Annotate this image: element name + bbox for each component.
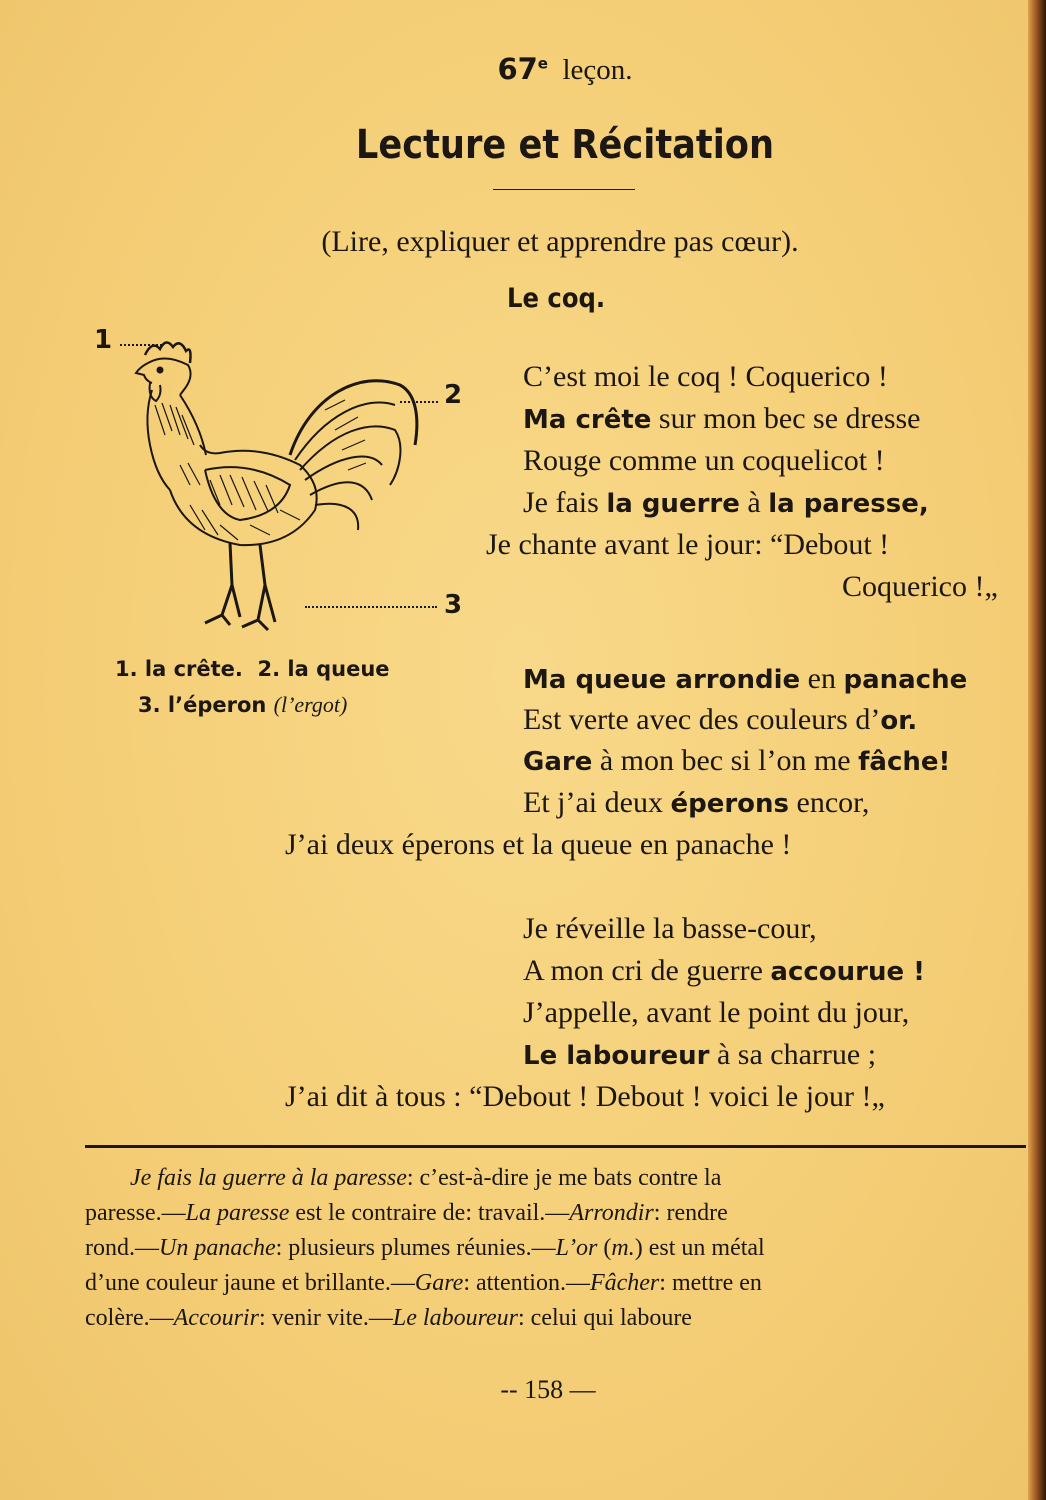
note-line: Je fais la guerre à la paresse: c’est-à-dire je me bats contre la bbox=[130, 1165, 722, 1191]
poem-line: J’appelle, avant le point du jour, bbox=[523, 996, 910, 1029]
marker-1: 1 bbox=[94, 325, 113, 355]
note-line: paresse.—La paresse est le contraire de: travail.—Arrondir: rendre bbox=[85, 1200, 728, 1226]
poem-line: J’ai dit à tous : “Debout ! Debout ! voici le jour !„ bbox=[285, 1080, 885, 1113]
poem-line: Je fais la guerre à la paresse, bbox=[523, 486, 929, 519]
poem-line: Je chante avant le jour: “Debout ! bbox=[486, 528, 890, 561]
lesson-heading: 67e leçon. bbox=[497, 52, 633, 86]
caption-line-1: 1. la crête. 2. la queue bbox=[115, 657, 390, 681]
notes-divider bbox=[85, 1145, 1026, 1148]
caption-line-2: 3. l’éperon (l’ergot) bbox=[138, 692, 348, 717]
poem-line: Coquerico !„ bbox=[842, 570, 998, 603]
note-line: d’une couleur jaune et brillante.—Gare: attention.—Fâcher: mettre en bbox=[85, 1270, 762, 1296]
poem-line: Rouge comme un coquelicot ! bbox=[523, 444, 885, 477]
marker-3: 3 bbox=[444, 590, 463, 620]
poem-line: Ma queue arrondie en panache bbox=[523, 662, 968, 695]
poem-line: Le laboureur à sa charrue ; bbox=[523, 1038, 877, 1071]
poem-line: J’ai deux éperons et la queue en panache ! bbox=[285, 828, 792, 861]
title-underline bbox=[493, 189, 635, 190]
poem-line: C’est moi le coq ! Coquerico ! bbox=[523, 360, 888, 393]
page-title: Lecture et Récitation bbox=[355, 122, 775, 168]
marker-2: 2 bbox=[444, 380, 463, 410]
rooster-icon bbox=[110, 335, 440, 640]
poem-title: Le coq. bbox=[507, 283, 606, 314]
poem-line: Ma crête sur mon bec se dresse bbox=[523, 402, 921, 435]
poem-line: A mon cri de guerre accourue ! bbox=[523, 954, 926, 987]
poem-line: Gare à mon bec si l’on me fâche! bbox=[523, 744, 951, 777]
note-line: rond.—Un panache: plusieurs plumes réunies.—L’or (m.) est un métal bbox=[85, 1235, 765, 1261]
poem-line: Est verte avec des couleurs d’or. bbox=[523, 703, 918, 736]
instruction-text: (Lire, expliquer et apprendre pas cœur). bbox=[321, 225, 799, 258]
poem-line: Et j’ai deux éperons encor, bbox=[523, 786, 870, 819]
poem-line: Je réveille la basse-cour, bbox=[523, 912, 817, 945]
page-number: -- 158 — bbox=[500, 1375, 596, 1404]
note-line: colère.—Accourir: venir vite.—Le laboureur: celui qui laboure bbox=[85, 1305, 692, 1331]
